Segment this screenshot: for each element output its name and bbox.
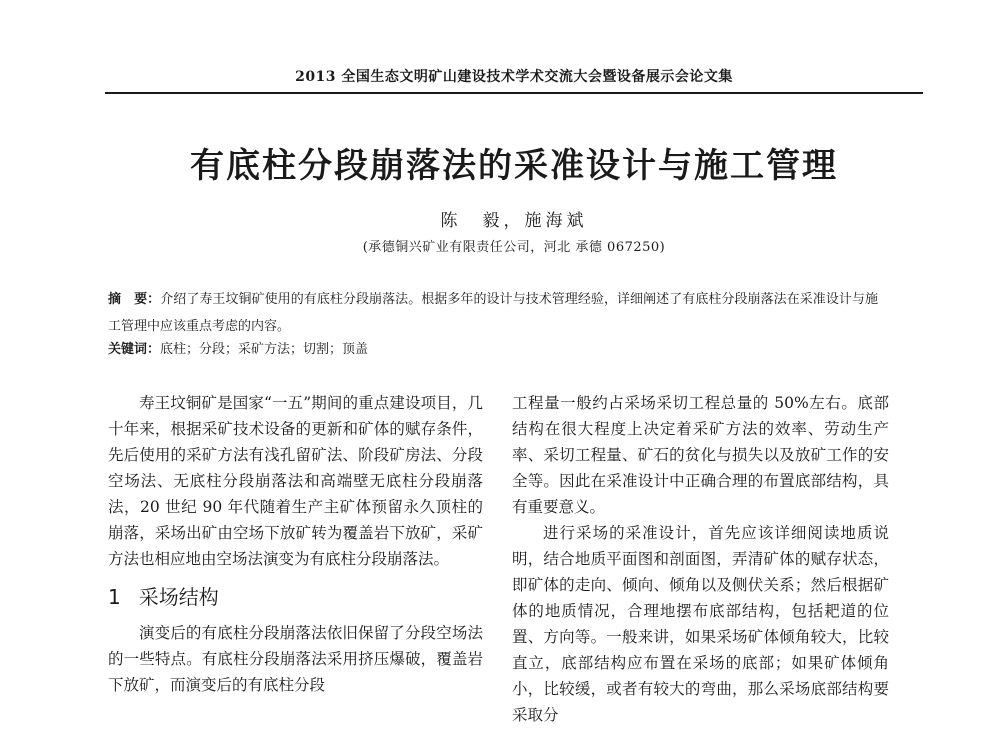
body-paragraph: 工程量一般约占采场采切工程总量的 50%左右。底部结构在很大程度上决定着采矿方法的效率、劳动生产率、采切工程量、矿石的贫化与损失以及放矿工作的安全等。因此在采准设计中正确合理的布置底部结构，具有重要意义。 xyxy=(512,394,889,516)
body-column-left xyxy=(108,390,483,698)
abstract-text: 介绍了寿王坟铜矿使用的有底柱分段崩落法。根据多年的设计与技术管理经验，详细阐述了有底柱分段崩落法在采准设计与施工管理中应该重点考虑的内容。 xyxy=(108,292,878,334)
header-rule xyxy=(105,92,923,94)
body-column-right xyxy=(512,390,889,728)
keywords xyxy=(108,340,878,360)
running-header: 2013 全国生态文明矿山建设技术学术交流大会暨设备展示会论文集 xyxy=(295,69,733,85)
article-title: 有底柱分段崩落法的采准设计与施工管理 xyxy=(190,146,838,186)
body-paragraph: 进行采场的采准设计，首先应该详细阅读地质说明，结合地质平面图和剖面图，弄清矿体的赋存状态，即矿体的走向、倾向、倾角以及侧伏关系；然后根据矿体的地质情况，合理地摆布底部结构，包括耙道的位置、方向等。一般来讲，如果采场矿体倾角较大，比较直立，底部结构应布置在采场的底部；如果矿体倾角小，比较缓，或者有较大的弯曲，那么采场底部结构要采取分 xyxy=(512,524,889,724)
body-paragraph: 寿王坟铜矿是国家“一五”期间的重点建设项目，几十年来，根据采矿技术设备的更新和矿体的赋存条件，先后使用的采矿方法有浅孔留矿法、阶段矿房法、分段空场法、无底柱分段崩落法和高端壁无底柱分段崩落法，20 世纪 90 年代随着生产主矿体预留永久顶柱的崩落，采场出矿由空场下放矿转为覆盖岩下放矿，采矿方法也相应地由空场法演变为有底柱分段崩落法。 xyxy=(108,394,483,568)
section-title: 采场结构 xyxy=(138,585,219,609)
section-number: 1 xyxy=(108,585,121,609)
abstract xyxy=(108,286,878,340)
keywords-text: 底柱；分段；采矿方法；切割；顶盖 xyxy=(160,342,369,357)
abstract-label: 摘 要： xyxy=(108,292,161,307)
article-authors: 陈 毅，施海斌 xyxy=(440,211,588,231)
keywords-label: 关键词： xyxy=(108,342,161,357)
section-heading xyxy=(108,584,483,610)
article-affiliation: (承德铜兴矿业有限责任公司，河北 承德 067250) xyxy=(362,240,666,255)
body-paragraph: 演变后的有底柱分段崩落法依旧保留了分段空场法的一些特点。有底柱分段崩落法采用挤压爆破，覆盖岩下放矿，而演变后的有底柱分段 xyxy=(108,624,483,694)
